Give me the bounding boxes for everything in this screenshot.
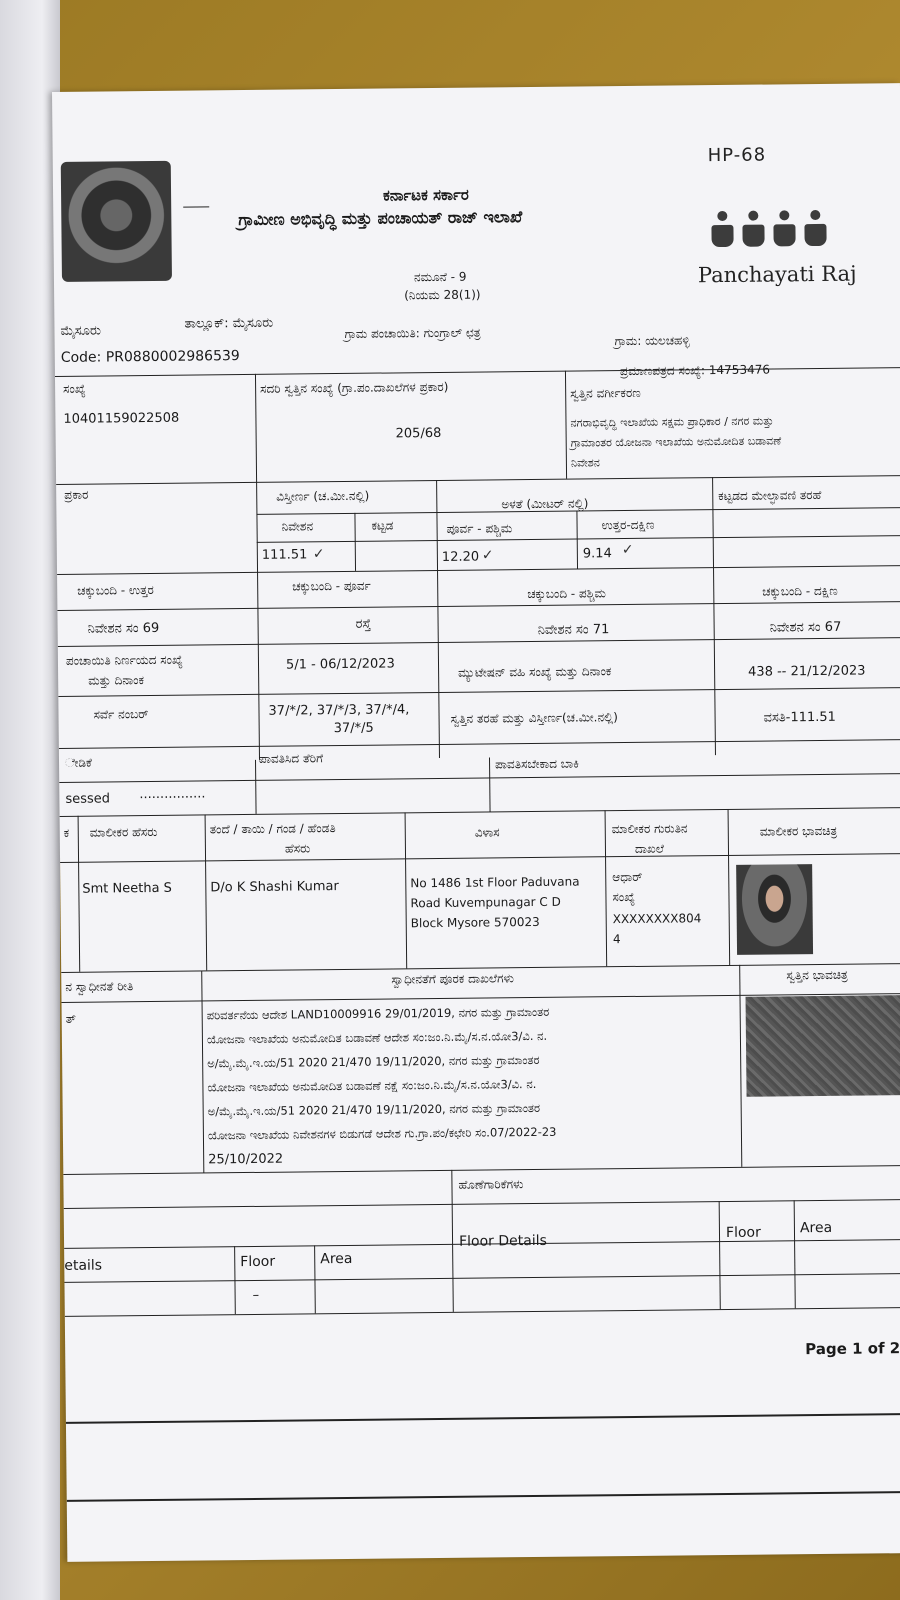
rule-line xyxy=(58,637,900,647)
property-photo xyxy=(746,995,900,1097)
north-south-label: ಉತ್ತರ-ದಕ್ಷಿಣ xyxy=(601,517,655,533)
decision-value: 5/1 - 06/12/2023 xyxy=(285,656,395,673)
classification-label: ಸ್ವತ್ತಿನ ವರ್ಗೀಕರಣ xyxy=(570,385,641,401)
survey-label: ಸರ್ವೆ ನಂಬರ್ xyxy=(93,707,149,722)
ownership-mode-value: ತ್ xyxy=(65,1011,77,1026)
mutation-label: ಮ್ಯುಟೇಷನ್ ವಹಿ ಸಂಖ್ಯೆ ಮತ್ತು ದಿನಾಂಕ xyxy=(458,664,612,680)
aadhaar-label-2: ಸಂಖ್ಯೆ xyxy=(612,889,636,905)
form-rule: (ನಿಯಮ 28(1)) xyxy=(404,287,481,303)
supporting-doc-line-6: ಯೋಜನಾ ಇಲಾಖೆಯ ನಿವೇಶನಗಳ ಬಿಡುಗಡೆ ಆದೇಶ ಗು.ಗ್ರಾ.ಪಂ/ಕಛೇರಿ ಸಂ.07/2022-23 xyxy=(207,1124,557,1143)
supporting-docs-label: ಸ್ವಾಧೀನತೆಗೆ ಪೂರಕ ದಾಖಲೆಗಳು xyxy=(391,971,514,987)
assessed-label: sessed xyxy=(65,791,111,807)
boundary-west-value: ನಿವೇಶನ ಸಂ 71 xyxy=(537,622,610,638)
supporting-doc-line-4: ಯೋಜನಾ ಇಲಾಖೆಯ ಅನುಮೋದಿತ ಬಡಾವಣೆ ನಕ್ಷೆ ಸಂ:ಜಂ.ನಿ.ಮೈ/ಸ.ನ.ಯೋ3/ವಿ. ನ. xyxy=(207,1076,537,1095)
owner-name: Smt Neetha S xyxy=(82,880,172,897)
owner-address-label: ವಿಳಾಸ xyxy=(474,825,500,840)
rule-line xyxy=(354,513,356,571)
rule-line xyxy=(59,739,900,749)
handwritten-reference: HP-68 xyxy=(707,144,767,167)
rule-line xyxy=(489,757,491,811)
due-tax-label: ಪಾವತಿಸಬೇಕಾದ ಬಾಕಿ xyxy=(494,756,579,772)
supporting-doc-line-5: ಅ/ಮೈ.ಮೈ.ಇ.ಯ/51 2020 21/470 19/11/2020, ನಗರ ಮತ್ತು ಗ್ರಾಮಾಂತರ xyxy=(207,1100,541,1119)
owner-photo xyxy=(736,864,813,955)
rule-line xyxy=(60,853,900,863)
logo-text: Panchayati Raj xyxy=(697,261,857,288)
owner-address-3: Block Mysore 570023 xyxy=(410,914,540,931)
type-area-value: ವಸತಿ-111.51 xyxy=(763,709,836,726)
area-label: ವಿಸ್ತೀರ್ಣ (ಚ.ಮೀ.ನಲ್ಲಿ) xyxy=(276,488,370,504)
floor-details-right-label: Floor Details xyxy=(458,1232,547,1250)
check-mark-icon: ✓ xyxy=(621,541,634,559)
site-area-value: 111.51 xyxy=(261,547,308,563)
owner-id-label-1: ಮಾಲೀಕರ ಗುರುತಿನ xyxy=(611,821,688,837)
north-south-value: 9.14 xyxy=(582,546,612,562)
decision-label-2: ಮತ್ತು ದಿನಾಂಕ xyxy=(88,673,145,688)
building-label: ಕಟ್ಟಡ xyxy=(371,518,394,533)
rule-line xyxy=(605,810,608,966)
owner-parent-label-1: ತಂದೆ / ತಾಯಿ / ಗಂಡ / ಹೆಂಡತಿ xyxy=(209,821,336,837)
supporting-doc-line-3: ಅ/ಮೈ.ಮೈ.ಇ.ಯ/51 2020 21/470 19/11/2020, ನಗರ ಮತ್ತು ಗ್ರಾಮಾಂತರ xyxy=(207,1052,540,1071)
owner-photo-label: ಮಾಲೀಕರ ಭಾವಚಿತ್ರ xyxy=(759,823,838,839)
rule-line xyxy=(728,809,731,965)
area-left-label: Area xyxy=(320,1250,353,1268)
certificate-number: ಪ್ರಮಾಣಪತ್ರದ ಸಂಖ್ಯೆ: 14753476 xyxy=(619,362,771,379)
boundary-west-label: ಚಕ್ಕುಬಂದಿ - ಪಶ್ಚಿಮ xyxy=(527,586,606,602)
supporting-doc-line-2: ಯೋಜನಾ ಇಲಾಖೆಯ ಅನುಮೋದಿತ ಬಡಾವಣೆ ಆದೇಶ ಸಂ:ಜಂ.ನಿ.ಮೈ/ಸ.ನ.ಯೋ3/ವಿ. ನ. xyxy=(206,1028,548,1047)
floor-left-label: Floor xyxy=(240,1253,276,1271)
type-area-label: ಸ್ವತ್ತಿನ ತರಹೆ ಮತ್ತು ವಿಸ್ತೀರ್ಣ(ಚ.ಮೀ.ನಲ್ಲಿ) xyxy=(450,710,618,726)
owner-sl-label: ಕ xyxy=(63,825,70,840)
document-page xyxy=(52,83,900,1562)
rule-line xyxy=(59,773,900,783)
karnataka-emblem-icon xyxy=(61,161,172,282)
owner-parent-name: D/o K Shashi Kumar xyxy=(210,879,339,896)
survey-value-1: 37/*/2, 37/*/3, 37/*/4, xyxy=(268,702,410,719)
floor-details-left-label: etails xyxy=(64,1257,103,1274)
rule-line xyxy=(63,1165,900,1175)
panchayati-raj-logo xyxy=(693,202,857,314)
owner-name-label: ಮಾಲೀಕರ ಹೆಸರು xyxy=(89,824,158,840)
east-west-value: 12.20 xyxy=(441,549,480,565)
local-number-value: 205/68 xyxy=(395,425,442,442)
previous-page-edge xyxy=(0,0,60,1600)
rule-line xyxy=(58,687,900,697)
classification-value-1: ನಗರಾಭಿವೃದ್ಧಿ ಇಲಾಖೆಯ ಸಕ್ಷಮ ಪ್ರಾಧಿಕಾರ / ನಗರ ಮತ್ತು xyxy=(570,414,774,430)
boundary-north-label: ಚಕ್ಕುಬಂದಿ - ಉತ್ತರ xyxy=(77,582,154,598)
property-id-label: ಸಂಖ್ಯೆ xyxy=(63,381,86,396)
bottom-rule-1 xyxy=(66,1413,900,1424)
boundary-east-value: ರಸ್ತೆ xyxy=(355,616,372,632)
rule-line xyxy=(255,374,260,760)
east-west-label: ಪೂರ್ವ - ಪಶ್ಚಿಮ xyxy=(446,521,513,536)
area-right-label: Area xyxy=(799,1219,833,1237)
owner-parent-label-2: ಹೆಸರು xyxy=(284,841,311,856)
dept-title: ಗ್ರಾಮೀಣ ಅಭಿವೃದ್ಧಿ ಮತ್ತು ಪಂಚಾಯತ್ ರಾಜ್ ಇಲಾಖೆ xyxy=(238,207,523,230)
page-number: Page 1 of 2 xyxy=(805,1339,900,1359)
type-label: ಪ್ರಕಾರ xyxy=(64,487,89,502)
measure-label: ಅಳತೆ (ಮೀಟರ್ ನಲ್ಲಿ) xyxy=(501,496,589,512)
liabilities-label: ಹೊಣೆಗಾರಿಕೆಗಳು xyxy=(458,1177,524,1192)
property-photo-label: ಸ್ವತ್ತಿನ ಭಾವಚಿತ್ರ xyxy=(786,967,848,983)
roof-type-label: ಕಟ್ಟಡದ ಮೇಲ್ಛಾವಣಿ ತರಹೆ xyxy=(718,487,822,504)
owner-address-2: Road Kuvempunagar C D xyxy=(410,894,561,911)
rule-line xyxy=(65,1307,900,1317)
govt-title: ಕರ್ನಾಟಕ ಸರ್ಕಾರ xyxy=(383,185,469,205)
rule-line xyxy=(451,1170,453,1312)
rule-line xyxy=(255,760,257,814)
classification-value-2: ಗ್ರಾಮಾಂತರ ಯೋಜನಾ ಇಲಾಖೆಯ ಅನುಮೋದಿತ ಬಡಾವಣೆ xyxy=(570,434,782,450)
assessed-dots: ................ xyxy=(139,786,206,803)
bottom-rule-2 xyxy=(67,1491,900,1502)
decision-label-1: ಪಂಚಾಯಿತಿ ನಿರ್ಣಯದ ಸಂಖ್ಯೆ xyxy=(65,652,183,668)
rule-line xyxy=(565,371,567,479)
rule-line xyxy=(205,814,208,970)
form-number: ನಮೂನೆ - 9 xyxy=(413,269,467,285)
rule-line xyxy=(64,1199,900,1209)
mutation-value: 438 -- 21/12/2023 xyxy=(748,663,866,680)
ownership-mode-label: ನ ಸ್ವಾಧೀನತೆ ರೀತಿ xyxy=(65,979,134,994)
rule-line xyxy=(64,1273,900,1283)
demand-label: ೇಡಿಕೆ xyxy=(64,755,92,770)
rule-line xyxy=(719,1201,721,1309)
aadhaar-number: XXXXXXXX804 xyxy=(612,911,702,927)
floor-right-label: Floor xyxy=(725,1224,761,1242)
floor-left-value: – xyxy=(252,1287,260,1303)
village: ಗ್ರಾಮ: ಯಲಚಹಳ್ಳಿ xyxy=(614,333,690,349)
survey-value-2: 37/*/5 xyxy=(333,720,374,737)
rule-line xyxy=(257,535,900,543)
local-number-label: ಸದರಿ ಸ್ವತ್ತಿನ ಸಂಖ್ಯೆ (ಗ್ರಾ.ಪಂ.ದಾಖಲೆಗಳ ಪ್ರಕಾರ) xyxy=(260,379,449,396)
rule-line xyxy=(57,601,900,611)
aadhaar-number-suffix: 4 xyxy=(612,932,621,947)
rule-line xyxy=(78,816,81,972)
rule-line xyxy=(60,807,900,817)
rule-line xyxy=(405,812,408,968)
district: ಮೈಸೂರು xyxy=(60,323,102,339)
rule-line xyxy=(55,367,900,377)
supporting-doc-line-7: 25/10/2022 xyxy=(208,1151,284,1168)
rule-line xyxy=(436,480,440,758)
aadhaar-label-1: ಆಧಾರ್ xyxy=(612,869,643,885)
people-icon xyxy=(703,210,844,261)
boundary-south-label: ಚಕ್ಕುಬಂದಿ - ದಕ್ಷಿಣ xyxy=(762,583,838,599)
owner-id-label-2: ದಾಖಲೆ xyxy=(634,841,665,856)
site-label: ನಿವೇಶನ xyxy=(281,519,314,534)
gram-panchayat: ಗ್ರಾಮ ಪಂಚಾಯಿತಿ: ಗುಂಗ್ರಾಲ್ ಛತ್ರ xyxy=(344,325,481,341)
property-id-value: 10401159022508 xyxy=(63,410,180,427)
boundary-east-label: ಚಕ್ಕುಬಂದಿ - ಪೂರ್ವ xyxy=(292,578,371,594)
owner-address-1: No 1486 1st Floor Paduvana xyxy=(410,874,580,891)
classification-value-3: ನಿವೇಶನ xyxy=(570,456,600,470)
rule-line xyxy=(56,475,900,485)
boundary-south-value: ನಿವೇಶನ ಸಂ 67 xyxy=(769,619,842,636)
header-dash xyxy=(183,206,209,207)
boundary-north-value: ನಿವೇಶನ ಸಂ 69 xyxy=(87,620,160,637)
check-mark-icon: ✓ xyxy=(312,546,325,563)
check-mark-icon: ✓ xyxy=(481,547,494,564)
taluk: ತಾಲ್ಲೂಕ್: ಮೈಸೂರು xyxy=(184,315,274,332)
paid-tax-label: ಪಾವತಿಸಿದ ತೆರಿಗೆ xyxy=(258,751,324,766)
rule-line xyxy=(57,565,900,575)
rule-line xyxy=(712,477,716,755)
rule-line xyxy=(794,1200,796,1308)
property-code: Code: PR0880002986539 xyxy=(60,348,240,366)
supporting-doc-line-1: ಪರಿವರ್ತನೆಯ ಆದೇಶ LAND10009916 29/01/2019, ನಗರ ಮತ್ತು ಗ್ರಾಮಾಂತರ xyxy=(206,1004,550,1023)
